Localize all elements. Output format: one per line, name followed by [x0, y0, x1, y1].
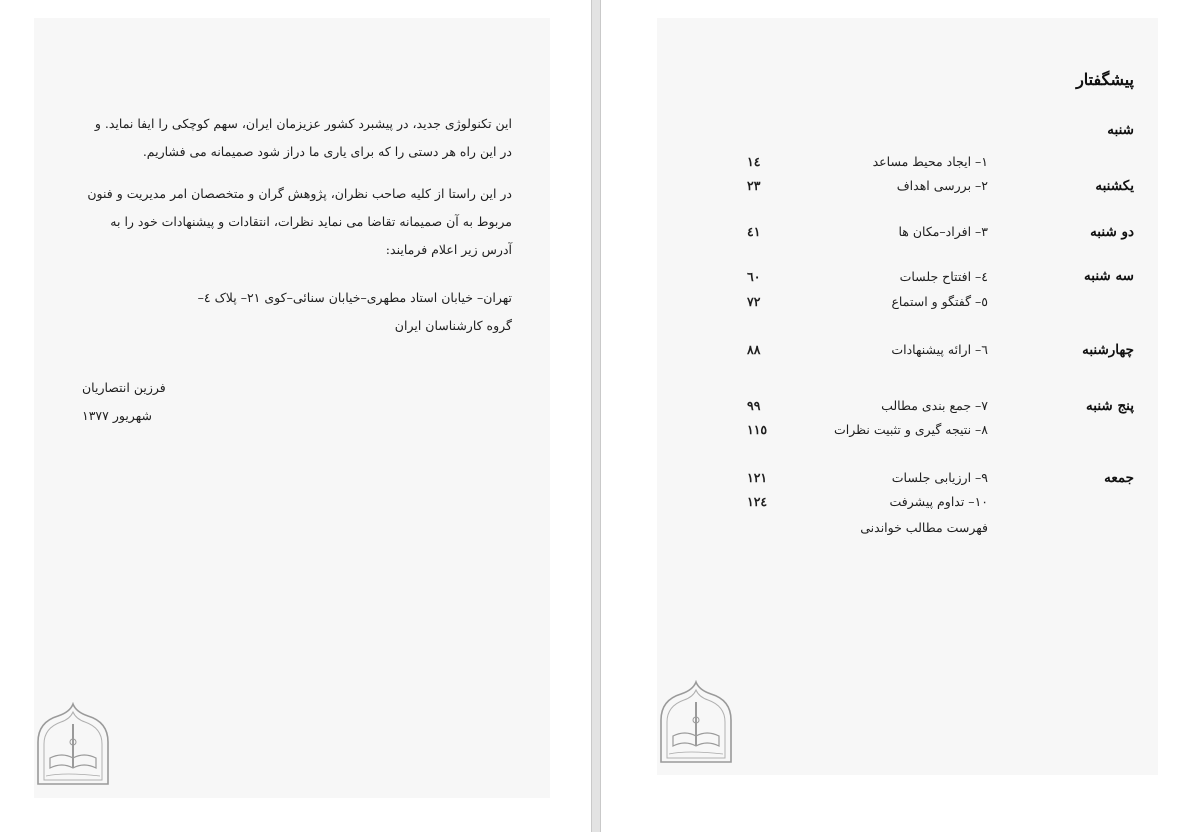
- toc-item-page: ٢٣: [747, 178, 761, 193]
- page-divider: [591, 0, 601, 832]
- toc-item-page: ٧٢: [747, 294, 761, 309]
- toc-item-page: ٤١: [747, 224, 761, 239]
- toc-item-title: ۳– افراد–مکان ها: [898, 224, 988, 239]
- toc-item-page: ٦٠: [747, 269, 761, 284]
- paragraph-2-line: مربوط به آن صمیمانه تقاضا می نماید نظرات، انتقادات و پیشنهادات خود را به: [110, 214, 512, 229]
- signature-name: فرزین انتصاریان: [82, 380, 166, 395]
- toc-item-title: ٤– افتتاح جلسات: [899, 269, 988, 284]
- toc-item-page: ١١٥: [747, 422, 768, 437]
- toc-item-title: ۸– نتیجه گیری و تثبیت نظرات: [833, 422, 988, 437]
- toc-day: دو شنبه: [1090, 224, 1134, 240]
- library-seal-icon: [657, 680, 735, 764]
- paragraph-1: [72, 110, 512, 166]
- address-line: تهران– خیابان استاد مطهری–خیابان سنائی–کوی ۲۱– پلاک ٤–: [197, 290, 512, 305]
- toc-item-title: ۲– بررسی اهداف: [896, 178, 988, 193]
- toc-item-title: ۷– جمع بندی مطالب: [881, 398, 988, 413]
- signature-date: شهریور ۱۳۷۷: [82, 408, 152, 423]
- paragraph-2-line: آدرس زیر اعلام فرمایند:: [385, 242, 512, 257]
- toc-title: پیشگفتار: [1076, 70, 1134, 89]
- toc-item-title: ٥– گفتگو و استماع: [891, 294, 988, 309]
- paragraph-1-line: این تکنولوژی جدید، در پیشبرد کشور عزیزمان ایران، سهم کوچکی را ایفا نماید. و: [94, 116, 512, 131]
- toc-item-page: ٨٨: [747, 342, 761, 357]
- paragraph-2-line: در این راستا از کلیه صاحب نظران، پژوهش گران و متخصصان امر مدیریت و فنون: [87, 186, 512, 201]
- toc-item-title: ٦– ارائه پیشنهادات: [891, 342, 988, 357]
- toc-day: سه شنبه: [1084, 268, 1134, 284]
- toc-day: یکشنبه: [1095, 178, 1134, 194]
- right-page: [657, 18, 1158, 775]
- toc-item-page: ١٢١: [747, 470, 768, 485]
- left-page: [34, 18, 550, 798]
- toc-item-title: ۱– ایجاد محیط مساعد: [872, 154, 988, 169]
- toc-day: چهارشنبه: [1082, 342, 1134, 358]
- toc-item-page: ١٤: [747, 154, 761, 169]
- toc-day: شنبه: [1107, 122, 1134, 138]
- toc-item-title: فهرست مطالب خواندنی: [860, 520, 988, 535]
- address-line: گروه کارشناسان ایران: [394, 318, 512, 333]
- toc-day: جمعه: [1104, 470, 1134, 486]
- toc-item-page: ٩٩: [747, 398, 761, 413]
- toc-day: پنج شنبه: [1086, 398, 1134, 414]
- address-block: [72, 284, 512, 340]
- toc-item-title: ۱۰– تداوم پیشرفت: [889, 494, 988, 509]
- paragraph-2: [72, 180, 512, 264]
- toc-item-page: ١٢٤: [747, 494, 768, 509]
- paragraph-1-line: در این راه هر دستی را که برای یاری ما دراز شود صمیمانه می فشاریم.: [142, 144, 512, 159]
- toc-item-title: ۹– ارزیابی جلسات: [891, 470, 988, 485]
- library-seal-icon: [34, 702, 112, 786]
